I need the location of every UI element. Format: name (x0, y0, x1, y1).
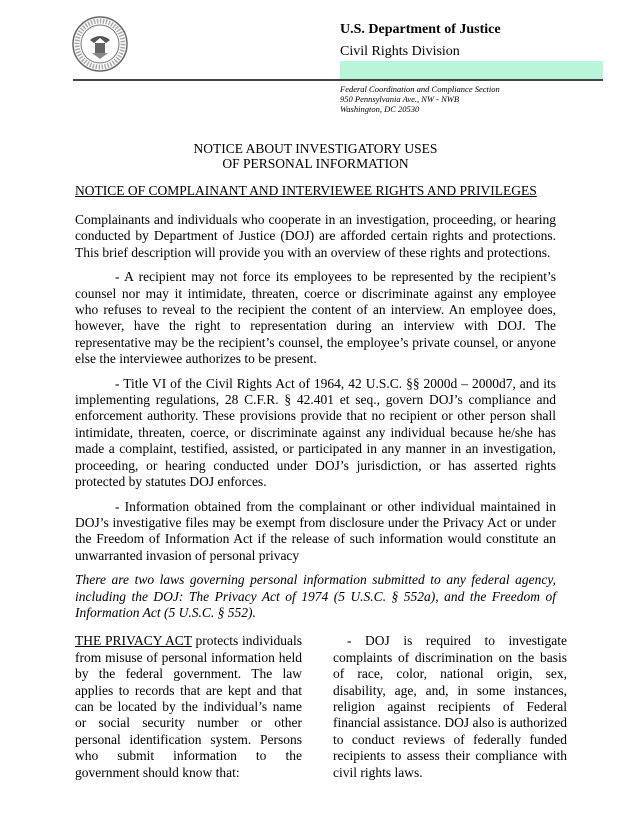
exemption-paragraph: - Information obtained from the complainant or other individual maintained in DOJ’s investigative files may be exempt from disclosure under the Privacy Act or under the Freedom of Information Act if the release of such information would constitute an unwarranted invasion of personal privacy (75, 498, 556, 563)
address-line: Federal Coordination and Compliance Section (340, 84, 500, 94)
highlight-bar (340, 61, 603, 79)
document-title (75, 141, 556, 171)
two-column-section (75, 633, 567, 781)
intro-paragraph: Complainants and individuals who cooperate in an investigation, proceeding, or hearing conducted by Department of Justice (DOJ) are afforded certain rights and protections. This brief description will provide you with an overview of these rights and protections. (75, 212, 556, 260)
title-line: NOTICE ABOUT INVESTIGATORY USES (193, 141, 438, 156)
department-name: U.S. Department of Justice (340, 22, 501, 37)
title-vi-paragraph: - Title VI of the Civil Rights Act of 1964, 42 U.S.C. §§ 2000d – 2000d7, and its implementing regulations, 28 C.F.R. § 42.401 et seq., govern DOJ’s compliance and enforcement authority. These provisions provide that no recipient or other person shall intimidate, threaten, coerce, or discriminate against any individual because he/she has made a complaint, testified, assisted, or participated in any manner in an investigation, proceeding, or hearing conducted under DOJ’s jurisdiction, or has asserted rights protected by statutes DOJ enforces. (75, 375, 556, 490)
header-divider (73, 79, 603, 81)
division-name: Civil Rights Division (340, 44, 460, 59)
privacy-act-column (75, 633, 302, 781)
title-line: OF PERSONAL INFORMATION (222, 156, 409, 171)
address-line: Washington, DC 20530 (340, 104, 420, 114)
laws-paragraph: There are two laws governing personal information submitted to any federal agency, including the DOJ: The Privacy Act of 1974 (5 U.S.C. § 552a), and the Freedom of Information Act (5 U.S.C. § 552). (75, 572, 556, 620)
representation-paragraph: - A recipient may not force its employees to be represented by the recipient’s counsel nor may it intimidate, threaten, coerce or discriminate against any employee who refuses to reveal to the recipient the content of an interview. An employee does, however, have the right to representation during an interview with DOJ. The representative may be the recipient’s counsel, the employee’s private counsel, or anyone else the interviewee authorizes to be present. (75, 269, 556, 367)
privacy-act-text: protects individuals from misuse of personal information held by the federal government. The law applies to records that are kept and that can be located by the individual’s name or social security number or other personal identification system. Persons who submit information to the government should know that: (75, 633, 302, 780)
doj-seal-logo (72, 16, 128, 72)
section-heading: NOTICE OF COMPLAINANT AND INTERVIEWEE RIGHTS AND PRIVILEGES (75, 183, 537, 198)
privacy-act-heading: THE PRIVACY ACT (75, 633, 192, 649)
section-address (340, 84, 500, 114)
document-body (75, 141, 567, 781)
doj-duties-column: - DOJ is required to investigate complaints of discrimination on the basis of race, color, national origin, sex, disability, age, and, in some instances, religion against recipients of Federal financial assistance. DOJ also is authorized to conduct reviews of federally funded recipients to assess their compliance with civil rights laws. (333, 633, 567, 780)
address-line: 950 Pennsylvania Ave., NW - NWB (340, 94, 460, 104)
